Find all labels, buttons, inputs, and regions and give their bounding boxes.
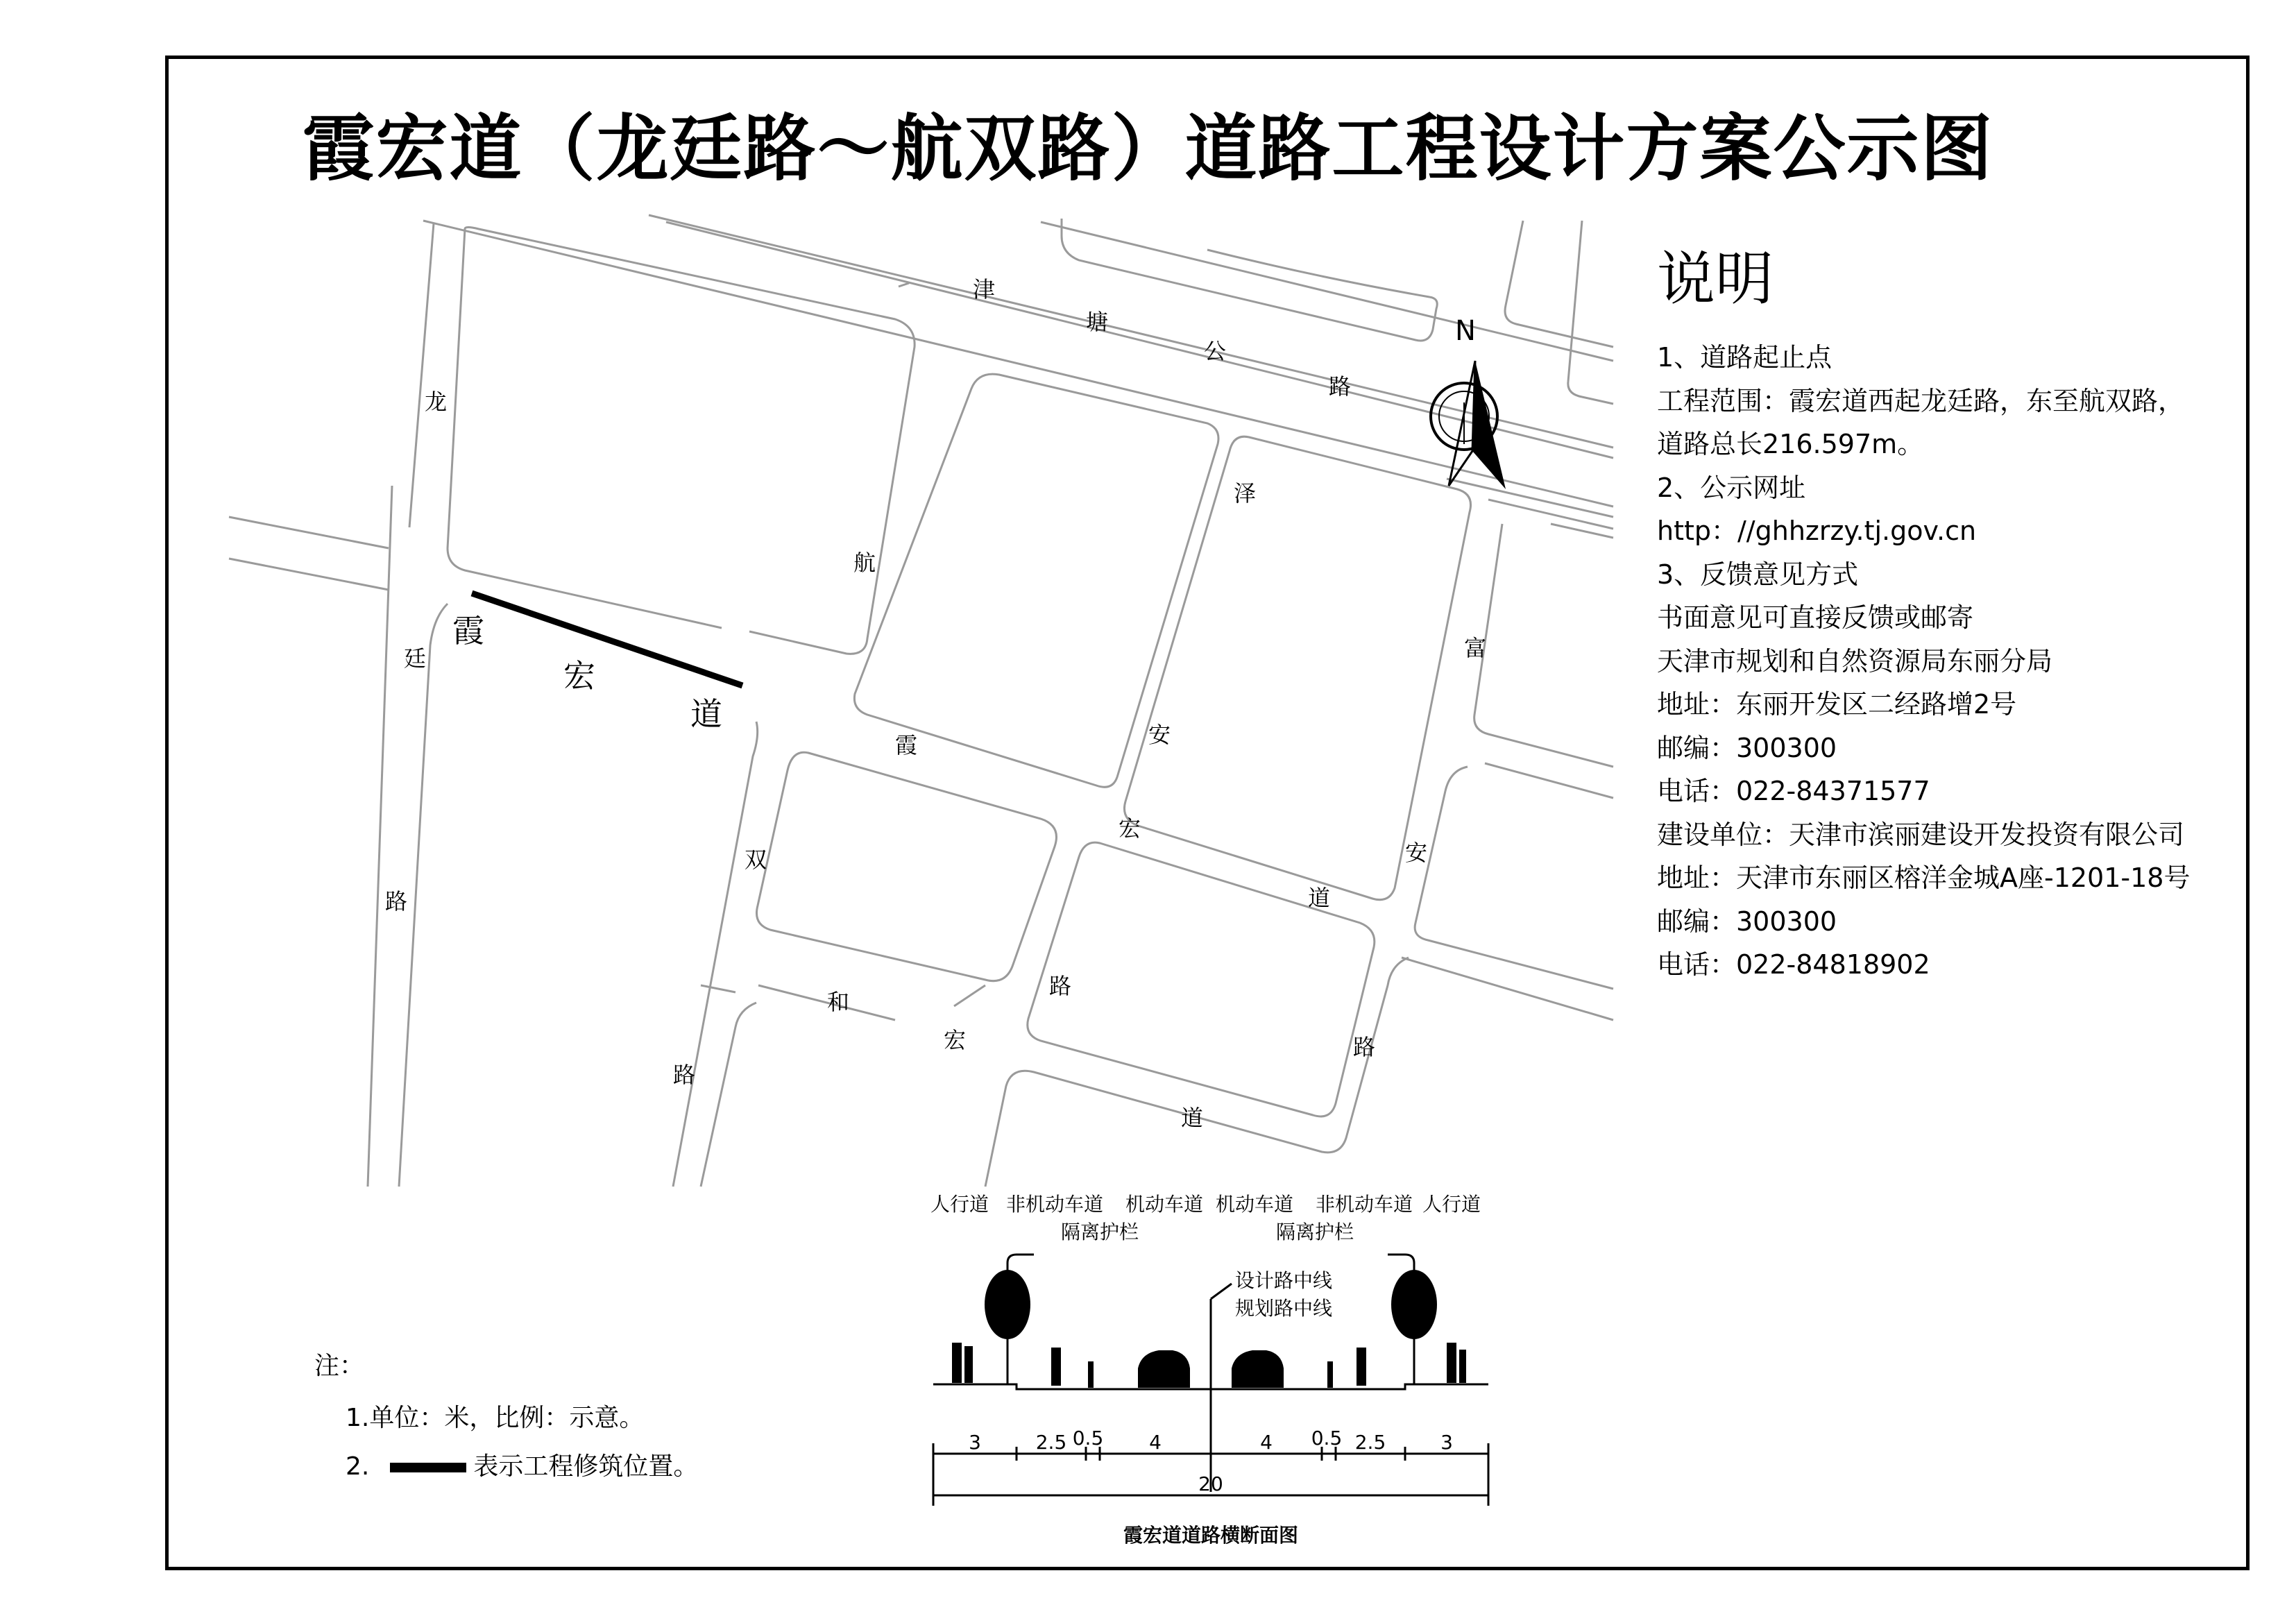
notes-line: 天津市规划和自然资源局东丽分局 xyxy=(1657,645,2053,677)
road-label: 道 xyxy=(690,695,722,733)
block-outline xyxy=(448,229,722,628)
xs-label: 隔离护栏 xyxy=(1275,1221,1354,1243)
road-label: 宏 xyxy=(563,657,595,695)
road-edge xyxy=(1041,222,1613,361)
xs-dim-value: 0.5 xyxy=(1072,1427,1104,1450)
xs-dim-value: 4 xyxy=(1149,1431,1162,1454)
xs-leader xyxy=(1211,1284,1232,1299)
notes-line: 工程范围：霞宏道西起龙廷路，东至航双路， xyxy=(1657,385,2185,416)
block-outline xyxy=(1062,219,1437,341)
notes-panel xyxy=(1657,232,2190,987)
road-edge xyxy=(229,559,389,590)
xs-caption: 霞宏道道路横断面图 xyxy=(1123,1524,1299,1547)
road-edge xyxy=(1402,958,1613,1020)
xs-label: 机动车道 xyxy=(1215,1193,1294,1216)
notes-line: 3、反馈意见方式 xyxy=(1657,559,1859,590)
road-edge xyxy=(423,221,1613,507)
xs-dim-value: 2.5 xyxy=(1354,1431,1386,1454)
notes-line: 电话：022-84818902 xyxy=(1657,949,1930,980)
road-edge xyxy=(701,1003,756,1187)
legend xyxy=(314,1346,699,1481)
road-edge xyxy=(701,985,735,992)
xs-label: 非机动车道 xyxy=(1005,1193,1104,1216)
xs-car xyxy=(1232,1350,1284,1388)
road-edge xyxy=(1485,763,1613,798)
xs-label: 人行道 xyxy=(930,1193,989,1216)
xs-bollard xyxy=(1327,1361,1333,1388)
legend-item-2-number: 2. xyxy=(346,1452,370,1481)
road-label: 安 xyxy=(1148,722,1171,748)
road-label: 路 xyxy=(1329,373,1352,400)
cross-section xyxy=(930,1193,1488,1547)
legend-item-2 xyxy=(346,1447,698,1482)
north-compass xyxy=(1431,315,1506,489)
road-edge xyxy=(1415,767,1613,989)
xs-dim-value: 3 xyxy=(1440,1431,1453,1454)
block-outline xyxy=(1568,221,1613,404)
road-label: 富 xyxy=(1464,635,1487,661)
road-label: 宏 xyxy=(944,1027,967,1053)
block-outline xyxy=(465,228,915,654)
xs-pedestrian xyxy=(952,1343,962,1383)
notes-line: 书面意见可直接反馈或邮寄 xyxy=(1657,602,1974,633)
xs-label: 隔离护栏 xyxy=(1060,1221,1139,1243)
road-label: 路 xyxy=(673,1062,696,1088)
notes-line: 建设单位：天津市滨丽建设开发投资有限公司 xyxy=(1657,819,2185,850)
compass-north-label: N xyxy=(1455,315,1476,347)
xs-label: 人行道 xyxy=(1422,1193,1481,1216)
xs-tree xyxy=(1391,1270,1437,1339)
road-label: 霞 xyxy=(452,612,484,649)
notes-line: http：//ghhzrzy.tj.gov.cn xyxy=(1657,516,1977,546)
notes-line: 道路总长216.597m。 xyxy=(1657,429,1924,459)
road-label: 路 xyxy=(1353,1034,1376,1060)
road-edge xyxy=(1474,524,1613,767)
road-edge xyxy=(409,223,434,527)
road-label: 道 xyxy=(1181,1105,1204,1131)
xs-pedestrian xyxy=(1447,1343,1456,1383)
notes-line: 电话：022-84371577 xyxy=(1657,776,1930,806)
xs-dim-value: 3 xyxy=(969,1431,981,1454)
road-label: 航 xyxy=(853,550,876,576)
road-label: 龙 xyxy=(425,389,448,415)
xs-dim-value: 4 xyxy=(1260,1431,1273,1454)
road-label: 公 xyxy=(1204,338,1227,364)
xs-tree xyxy=(985,1270,1030,1339)
road-label: 路 xyxy=(385,888,408,915)
road-label: 安 xyxy=(1405,840,1428,866)
xs-cyclist xyxy=(1051,1348,1061,1386)
block-outline xyxy=(1124,436,1470,900)
xs-car xyxy=(1138,1350,1190,1388)
xs-label: 机动车道 xyxy=(1125,1193,1204,1216)
road-label: 霞 xyxy=(895,732,918,758)
road-edge xyxy=(229,517,389,548)
road-edge xyxy=(368,486,392,1187)
xs-dim-total: 20 xyxy=(1198,1472,1223,1495)
xs-bollard xyxy=(1088,1361,1094,1388)
block-outline xyxy=(1505,221,1613,347)
notes-line: 地址：东丽开发区二经路增2号 xyxy=(1657,689,2017,720)
legend-item-1: 1.单位：米，比例：示意。 xyxy=(346,1404,645,1432)
xs-dim-value: 0.5 xyxy=(1311,1427,1343,1450)
road-label: 和 xyxy=(827,989,850,1015)
legend-label: 注： xyxy=(314,1352,365,1380)
road-label: 路 xyxy=(1049,973,1072,999)
road-edge xyxy=(1447,479,1613,517)
road-label: 道 xyxy=(1308,885,1331,911)
xs-pedestrian xyxy=(1459,1350,1466,1383)
xs-label: 非机动车道 xyxy=(1315,1193,1413,1216)
xs-label: 规划路中线 xyxy=(1235,1297,1333,1320)
road-edge xyxy=(954,985,985,1006)
page-title: 霞宏道（龙廷路～航双路）道路工程设计方案公示图 xyxy=(302,105,1994,191)
notes-line: 邮编：300300 xyxy=(1657,906,1837,937)
road-label: 廷 xyxy=(404,645,427,672)
legend-item-2-text: 表示工程修筑位置。 xyxy=(473,1452,699,1481)
road-label: 宏 xyxy=(1119,815,1141,842)
notes-line: 1、道路起止点 xyxy=(1657,342,1832,373)
xs-pedestrian xyxy=(964,1346,973,1383)
xs-label: 设计路中线 xyxy=(1235,1269,1333,1292)
notes-line: 地址：天津市东丽区榕洋金城A座-1201-18号 xyxy=(1657,863,2191,893)
project-location-bar xyxy=(472,593,742,686)
legend-bar-swatch xyxy=(390,1463,466,1472)
notes-line: 2、公示网址 xyxy=(1657,472,1806,503)
notes-line: 邮编：300300 xyxy=(1657,732,1837,763)
xs-dim-value: 2.5 xyxy=(1035,1431,1067,1454)
road-label: 塘 xyxy=(1086,309,1109,335)
road-edge xyxy=(899,283,909,287)
road-label: 双 xyxy=(745,847,767,873)
xs-cyclist xyxy=(1357,1348,1366,1386)
block-outline xyxy=(756,752,1056,980)
notes-heading: 说明 xyxy=(1657,245,1774,313)
road-label: 泽 xyxy=(1234,480,1257,507)
road-label: 津 xyxy=(973,276,996,303)
